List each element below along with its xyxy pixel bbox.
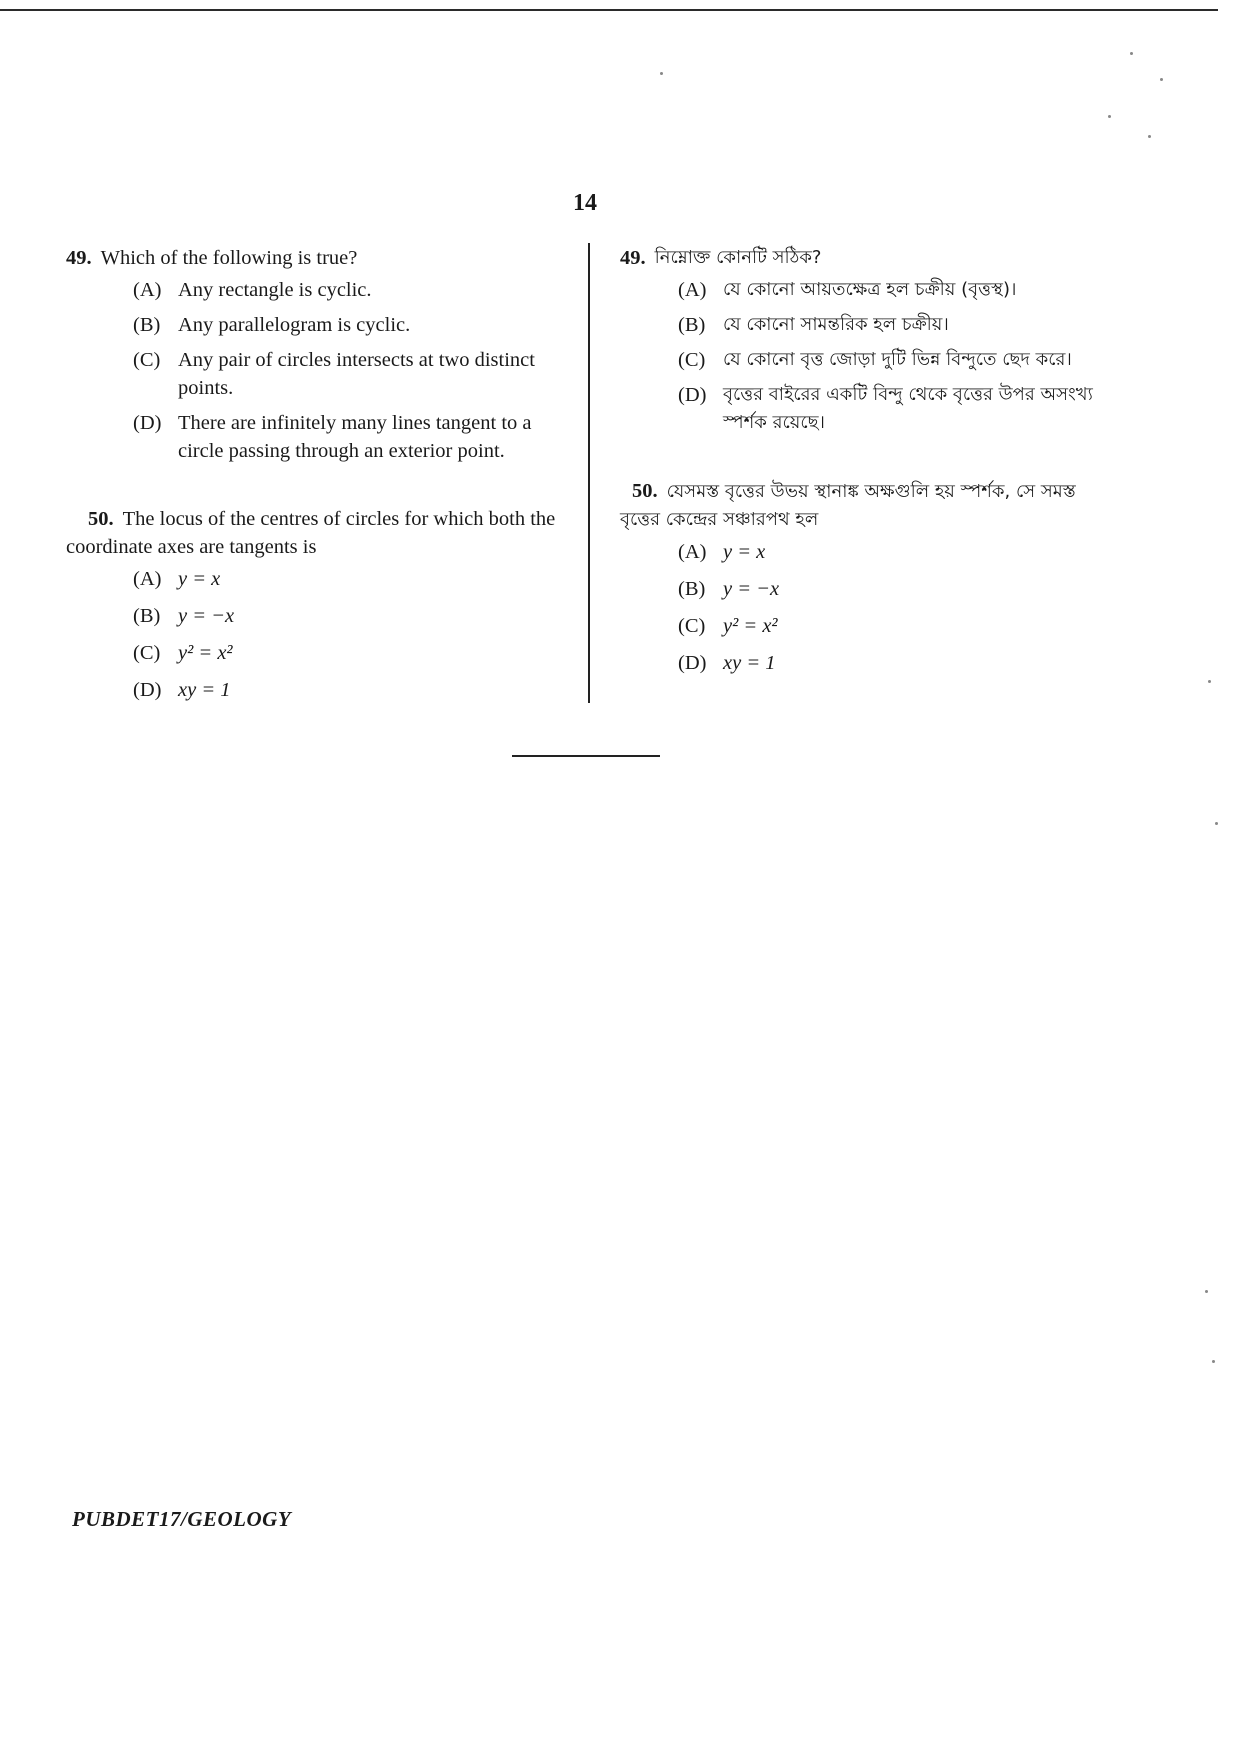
scan-speck [1130, 52, 1133, 55]
option-label: (C) [133, 349, 161, 371]
english-column [66, 244, 572, 713]
scan-speck [1160, 78, 1163, 81]
option-label: (B) [133, 314, 161, 336]
option-text: xy = 1 [723, 652, 776, 674]
option-text: There are infinitely many lines tangent to a circle passing through an exterior point. [178, 412, 532, 462]
scan-speck [1215, 822, 1218, 825]
option-b [133, 602, 572, 630]
option-c [678, 612, 1120, 640]
option-label: (C) [678, 615, 706, 637]
options-list [133, 565, 572, 704]
option-d [133, 676, 572, 704]
scan-speck [1212, 1360, 1215, 1363]
question-number: 50. [88, 508, 114, 530]
option-label: (B) [133, 605, 161, 627]
scan-speck [1205, 1290, 1208, 1293]
option-label: (D) [678, 384, 707, 406]
option-c [133, 346, 572, 402]
question-50-bn [620, 477, 1120, 677]
option-label: (D) [678, 652, 707, 674]
options-list [133, 276, 572, 465]
option-text: বৃত্তের বাইরের একটি বিন্দু থেকে বৃত্তের উপর অসংখ্য স্পর্শক রয়েছে। [723, 384, 1093, 433]
option-label: (A) [678, 541, 707, 563]
question-number: 50. [632, 480, 658, 502]
option-label: (A) [133, 568, 162, 590]
option-text: y = −x [723, 578, 780, 600]
option-c [133, 639, 572, 667]
option-text: xy = 1 [178, 679, 231, 701]
option-label: (D) [133, 679, 162, 701]
option-label: (D) [133, 412, 162, 434]
options-list [678, 538, 1120, 677]
scan-speck [1148, 135, 1151, 138]
option-a [133, 276, 572, 304]
option-label: (B) [678, 314, 706, 336]
end-rule [512, 755, 660, 757]
scan-speck [1108, 115, 1111, 118]
option-a [678, 538, 1120, 566]
scan-speck [660, 72, 663, 75]
option-label: (A) [133, 279, 162, 301]
option-label: (C) [133, 642, 161, 664]
question-50-en [66, 505, 572, 704]
option-text: y = x [178, 568, 221, 590]
option-text: Any parallelogram is cyclic. [178, 314, 411, 336]
question-text: Which of the following is true? [100, 247, 358, 269]
option-a [678, 276, 1120, 304]
option-b [133, 311, 572, 339]
option-c [678, 346, 1120, 374]
option-text: y = x [723, 541, 766, 563]
question-text: নিম্নোক্ত কোনটি সঠিক? [654, 247, 822, 268]
option-text: যে কোনো আয়তক্ষেত্র হল চক্রীয় (বৃত্তস্থ)। [723, 279, 1017, 300]
option-label: (B) [678, 578, 706, 600]
option-a [133, 565, 572, 593]
top-rule [0, 9, 1218, 11]
option-d [678, 381, 1120, 437]
option-text: y² = x² [178, 642, 233, 664]
option-text: যে কোনো বৃত্ত জোড়া দুটি ভিন্ন বিন্দুতে ছেদ করে। [723, 349, 1072, 370]
option-d [678, 649, 1120, 677]
option-d [133, 409, 572, 465]
scan-speck [1208, 680, 1211, 683]
option-label: (C) [678, 349, 706, 371]
column-divider [588, 243, 590, 703]
option-text: Any rectangle is cyclic. [178, 279, 372, 301]
option-text: y = −x [178, 605, 235, 627]
option-text: y² = x² [723, 615, 778, 637]
page-number: 14 [573, 190, 597, 216]
bengali-column [620, 244, 1120, 686]
option-b [678, 575, 1120, 603]
option-text: যে কোনো সামন্তরিক হল চক্রীয়। [723, 314, 949, 335]
option-text: Any pair of circles intersects at two distinct points. [178, 349, 535, 399]
question-number: 49. [66, 247, 92, 269]
question-text: The locus of the centres of circles for which both the coordinate axes are tangents is [66, 508, 556, 558]
question-text: যেসমস্ত বৃত্তের উভয় স্থানাঙ্ক অক্ষগুলি হয় স্পর্শক, সে সমস্ত বৃত্তের কেন্দ্রের সঞ্চারপথ হল [620, 481, 1076, 530]
question-49-bn [620, 244, 1120, 437]
question-49-en [66, 244, 572, 465]
options-list [678, 276, 1120, 437]
footer-code: PUBDET17/GEOLOGY [72, 1507, 292, 1531]
option-b [678, 311, 1120, 339]
question-number: 49. [620, 247, 646, 269]
option-label: (A) [678, 279, 707, 301]
